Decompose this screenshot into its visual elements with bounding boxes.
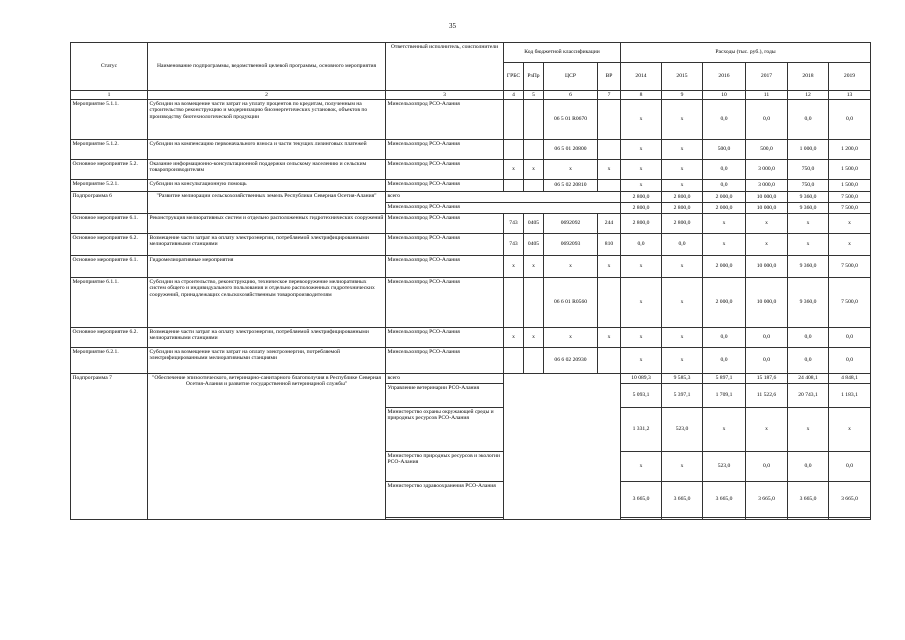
row-responsible: Минсельхозпрод РСО-Алания — [386, 278, 504, 328]
table-header — [71, 43, 871, 100]
row-value: x — [621, 180, 662, 192]
row-status: Основное мероприятие 6.1. — [71, 256, 148, 278]
row-value: 3 665,0 — [621, 482, 662, 518]
row-value: 2 800,0 — [662, 203, 703, 214]
table-row — [71, 140, 871, 160]
row-value: 2 800,0 — [621, 214, 662, 234]
row-value: 10 000,0 — [746, 278, 788, 328]
row-value: 0,0 — [746, 348, 788, 374]
table-row — [71, 160, 871, 180]
header-year: 2016 — [703, 63, 746, 91]
row-status: Основное мероприятие 6.2. — [71, 234, 148, 256]
row-value: x — [621, 348, 662, 374]
row-value: x — [621, 328, 662, 348]
table-row — [71, 278, 871, 328]
row-csr: x — [544, 256, 598, 278]
header-status: Статус — [71, 43, 148, 91]
row-responsible: Минсельхозпрод РСО-Алания — [386, 160, 504, 180]
row-name: Оказание информационно-консультационной поддержки сельскому населению и сельским товаропроизводителям — [148, 160, 386, 180]
row-grbs: 743 — [504, 234, 524, 256]
row-value: x — [829, 408, 871, 452]
row-vr: 244 — [598, 214, 621, 234]
row-responsible: Минсельхозпрод РСО-Алания — [386, 328, 504, 348]
col-number: 4 — [504, 91, 524, 100]
program-name: "Обеспечение эпизоотического, ветеринарно-санитарного благополучия в Республике Северная Осетия-Алания и развитие государственной ветеринарной службы" — [148, 374, 386, 520]
program-responsible: Минсельхозпрод РСО-Алания — [386, 203, 621, 214]
row-name: Субсидии на консультационную помощь — [148, 180, 386, 192]
row-value: 3 665,0 — [788, 482, 829, 518]
header-year: 2019 — [829, 63, 871, 91]
row-value: 0,0 — [829, 348, 871, 374]
row-value: x — [746, 234, 788, 256]
col-number: 11 — [746, 91, 788, 100]
empty-cell — [621, 518, 662, 520]
row-responsible: Минсельхозпрод РСО-Алания — [386, 348, 504, 374]
table-row — [71, 234, 871, 256]
row-value: 1 500,0 — [829, 160, 871, 180]
row-csr: 06 5 01 20800 — [544, 140, 598, 160]
row-vr: 810 — [598, 234, 621, 256]
row-value: 2 800,0 — [621, 192, 662, 203]
row-status: Основное мероприятие 5.2. — [71, 160, 148, 180]
row-vr — [598, 140, 621, 160]
header-responsible: Ответственный исполнитель, соисполнители — [386, 43, 504, 91]
row-value: 0,0 — [788, 328, 829, 348]
row-grbs — [504, 348, 524, 374]
row-csr: 0692092 — [544, 214, 598, 234]
row-value: x — [746, 214, 788, 234]
program-name: "Развитие мелиорации сельскохозяйственных земель Республики Северная Осетия-Алания" — [148, 192, 386, 214]
row-value: 9 360,0 — [788, 278, 829, 328]
row-value: 10 000,0 — [746, 192, 788, 203]
row-value: 1 200,0 — [829, 140, 871, 160]
col-number: 5 — [524, 91, 544, 100]
row-value: 2 000,0 — [703, 256, 746, 278]
row-value: 0,0 — [788, 348, 829, 374]
row-responsible: Минсельхозпрод РСО-Алания — [386, 234, 504, 256]
col-number: 9 — [662, 91, 703, 100]
row-status: Мероприятие 5.1.1. — [71, 100, 148, 140]
row-value: x — [621, 278, 662, 328]
row-grbs — [504, 140, 524, 160]
row-value: 0,0 — [788, 452, 829, 482]
row-name: Возмещение части затрат на оплату электроэнергии, потребляемой электрифицированными мелиоративными станциями — [148, 328, 386, 348]
row-responsible: Минсельхозпрод РСО-Алания — [386, 214, 504, 234]
row-status: Основное мероприятие 6.2. — [71, 328, 148, 348]
row-status: Мероприятие 5.1.2. — [71, 140, 148, 160]
row-value: x — [788, 214, 829, 234]
row-value: 2 000,0 — [703, 192, 746, 203]
row-csr: 0692093 — [544, 234, 598, 256]
row-value: x — [662, 452, 703, 482]
col-number: 7 — [598, 91, 621, 100]
row-value: 1 183,1 — [829, 384, 871, 408]
row-value: 0,0 — [829, 452, 871, 482]
row-value: 1 500,0 — [829, 180, 871, 192]
row-value: x — [703, 214, 746, 234]
row-grbs: x — [504, 160, 524, 180]
program-responsible: Министерство охраны окружающей среды и природных ресурсов РСО-Алания — [386, 408, 504, 452]
table-row — [71, 348, 871, 374]
row-value: 0,0 — [746, 100, 788, 140]
empty-code-cell — [504, 374, 621, 520]
row-grbs — [504, 278, 524, 328]
header-year: 2014 — [621, 63, 662, 91]
program-responsible: Управление ветеринарии РСО-Алания — [386, 384, 504, 408]
table-row — [71, 180, 871, 192]
program-responsible: Министерство здравоохранения РСО-Алания — [386, 482, 504, 518]
row-status: Мероприятие 6.2.1. — [71, 348, 148, 374]
row-csr: 06 5 02 20810 — [544, 180, 598, 192]
table-row — [71, 328, 871, 348]
row-value: x — [621, 140, 662, 160]
row-value: 0,0 — [703, 348, 746, 374]
row-value: 0,0 — [621, 234, 662, 256]
row-value: 523,0 — [703, 452, 746, 482]
row-value: x — [703, 234, 746, 256]
row-value: 0,0 — [703, 180, 746, 192]
row-value: x — [788, 234, 829, 256]
row-value: x — [621, 100, 662, 140]
program-total-label: всего — [386, 374, 504, 384]
row-value: 20 743,1 — [788, 384, 829, 408]
header-rzpr: РзПр — [524, 63, 544, 91]
program-total-row — [71, 374, 871, 384]
row-value: 750,0 — [788, 160, 829, 180]
row-rzpr — [524, 348, 544, 374]
row-value: 3 665,0 — [746, 482, 788, 518]
row-rzpr: x — [524, 160, 544, 180]
row-value: 500,0 — [746, 140, 788, 160]
row-value: x — [703, 408, 746, 452]
row-name: Реконструкция мелиоративных систем и отдельно расположенных гидротехнических сооружений — [148, 214, 386, 234]
row-value: 7 500,0 — [829, 278, 871, 328]
program-responsible: Министерство природных ресурсов и экологии РСО-Алания — [386, 452, 504, 482]
row-value: x — [621, 452, 662, 482]
header-year: 2017 — [746, 63, 788, 91]
row-value: 5 897,1 — [703, 374, 746, 384]
row-vr — [598, 348, 621, 374]
table-row — [71, 214, 871, 234]
row-value: 7 500,0 — [829, 192, 871, 203]
row-grbs: x — [504, 256, 524, 278]
row-value: 500,0 — [703, 140, 746, 160]
row-value: 0,0 — [703, 100, 746, 140]
col-number: 6 — [544, 91, 598, 100]
row-value: 10 000,0 — [746, 203, 788, 214]
row-value: 0,0 — [746, 328, 788, 348]
row-value: x — [662, 100, 703, 140]
row-rzpr — [524, 100, 544, 140]
column-number-row — [71, 91, 871, 100]
program-status: Подпрограмма 7 — [71, 374, 148, 520]
row-value: 2 000,0 — [703, 203, 746, 214]
empty-cell — [662, 518, 703, 520]
row-value: x — [662, 180, 703, 192]
row-csr: x — [544, 328, 598, 348]
row-value: 3 665,0 — [662, 482, 703, 518]
row-name: Субсидии на возмещение части затрат на оплату электроэнергии, потребляемой электрифицированными мелиоративными станциями — [148, 348, 386, 374]
row-value: 0,0 — [829, 100, 871, 140]
row-rzpr: x — [524, 328, 544, 348]
row-value: x — [829, 234, 871, 256]
row-responsible: Минсельхозпрод РСО-Алания — [386, 256, 504, 278]
row-status: Мероприятие 5.2.1. — [71, 180, 148, 192]
row-vr — [598, 278, 621, 328]
header-year: 2015 — [662, 63, 703, 91]
row-value: 3 665,0 — [829, 482, 871, 518]
row-value: 2 800,0 — [621, 203, 662, 214]
row-name: Субсидии на компенсацию первоначального взноса и части текущих лизинговых платежей — [148, 140, 386, 160]
row-value: 1 331,2 — [621, 408, 662, 452]
row-value: 9 360,0 — [788, 203, 829, 214]
table-row — [71, 256, 871, 278]
row-value: x — [662, 278, 703, 328]
header-year: 2018 — [788, 63, 829, 91]
empty-cell — [386, 518, 504, 520]
row-csr: 06 6 01 R0560 — [544, 278, 598, 328]
row-value: x — [829, 214, 871, 234]
header-csr: ЦСР — [544, 63, 598, 91]
header-vr: ВР — [598, 63, 621, 91]
row-grbs: x — [504, 328, 524, 348]
row-value: 9 360,0 — [788, 256, 829, 278]
row-value: 523,0 — [662, 408, 703, 452]
empty-cell — [703, 518, 746, 520]
row-vr — [598, 180, 621, 192]
col-number: 12 — [788, 91, 829, 100]
row-value: 1 000,0 — [788, 140, 829, 160]
header-expenses: Расходы (тыс. руб.), годы — [621, 43, 871, 63]
row-csr: 06 6 02 20930 — [544, 348, 598, 374]
row-name: Субсидии на строительство, реконструкцию, техническое перевооружение мелиоративных систем общего и индивидуального пользования и отдельно расположенных гидротехнических сооружений, принадлежащих сельскохозяйственным товаропроизводителям — [148, 278, 386, 328]
row-value: 750,0 — [788, 180, 829, 192]
row-value: 1 709,1 — [703, 384, 746, 408]
table-row — [71, 100, 871, 140]
row-value: 0,0 — [829, 328, 871, 348]
row-value: 7 500,0 — [829, 203, 871, 214]
row-value: x — [662, 256, 703, 278]
row-rzpr — [524, 140, 544, 160]
page-number: 35 — [449, 22, 456, 30]
row-rzpr: x — [524, 256, 544, 278]
row-value: 3 000,0 — [746, 160, 788, 180]
row-rzpr — [524, 180, 544, 192]
row-vr — [598, 100, 621, 140]
row-grbs — [504, 100, 524, 140]
row-value: 9 360,0 — [788, 192, 829, 203]
row-value: 10 000,0 — [746, 256, 788, 278]
empty-cell — [829, 518, 871, 520]
row-value: 5 093,1 — [621, 384, 662, 408]
header-grbs: ГРБС — [504, 63, 524, 91]
col-number: 1 — [71, 91, 148, 100]
row-name: Возмещение части затрат на оплату электроэнергии, потребляемой электрифицированными мелиоративными станциями — [148, 234, 386, 256]
header-budget-code: Код бюджетной классификации — [504, 43, 621, 63]
row-value: 2 800,0 — [662, 192, 703, 203]
row-value: 3 665,0 — [703, 482, 746, 518]
row-value: x — [662, 160, 703, 180]
row-value: x — [788, 408, 829, 452]
row-responsible: Минсельхозпрод РСО-Алания — [386, 100, 504, 140]
row-rzpr — [524, 278, 544, 328]
row-value: 5 397,1 — [662, 384, 703, 408]
program-total-label: всего — [386, 192, 621, 203]
row-value: 15 187,6 — [746, 374, 788, 384]
row-rzpr: 0405 — [524, 234, 544, 256]
col-number: 8 — [621, 91, 662, 100]
row-name: Субсидии на возмещение части затрат на уплату процентов по кредитам, полученным на строительство реконструкцию и модернизацию биоэнергетических установок, объектов по производству биотехнологической продукции — [148, 100, 386, 140]
row-responsible: Минсельхозпрод РСО-Алания — [386, 180, 504, 192]
row-value: x — [662, 348, 703, 374]
row-name: Гидромелиоративные мероприятия — [148, 256, 386, 278]
row-responsible: Минсельхозпрод РСО-Алания — [386, 140, 504, 160]
row-value: 2 000,0 — [703, 278, 746, 328]
row-grbs — [504, 180, 524, 192]
row-value: x — [621, 256, 662, 278]
row-value: 11 522,6 — [746, 384, 788, 408]
row-vr: x — [598, 160, 621, 180]
col-number: 10 — [703, 91, 746, 100]
row-value: x — [746, 408, 788, 452]
row-csr: 06 5 01 R0670 — [544, 100, 598, 140]
row-value: 0,0 — [703, 160, 746, 180]
row-value: x — [662, 328, 703, 348]
row-status: Мероприятие 6.1.1. — [71, 278, 148, 328]
program-total-row — [71, 192, 871, 203]
row-value: 0,0 — [788, 100, 829, 140]
col-number: 3 — [386, 91, 504, 100]
row-value: 24 408,1 — [788, 374, 829, 384]
row-status: Основное мероприятие 6.1. — [71, 214, 148, 234]
row-value: 7 500,0 — [829, 256, 871, 278]
row-grbs: 743 — [504, 214, 524, 234]
row-value: 10 089,3 — [621, 374, 662, 384]
row-value: 0,0 — [662, 234, 703, 256]
row-value: 4 848,1 — [829, 374, 871, 384]
empty-cell — [746, 518, 788, 520]
col-number: 13 — [829, 91, 871, 100]
row-csr: x — [544, 160, 598, 180]
row-value: 3 000,0 — [746, 180, 788, 192]
row-value: x — [621, 160, 662, 180]
budget-table — [70, 42, 871, 520]
row-rzpr: 0405 — [524, 214, 544, 234]
header-name: Наименование подпрограммы, ведомственной целевой программы, основного мероприятия — [148, 43, 386, 91]
row-vr: x — [598, 256, 621, 278]
program-status: Подпрограмма 6 — [71, 192, 148, 214]
col-number: 2 — [148, 91, 386, 100]
row-value: x — [662, 140, 703, 160]
row-value: 9 585,3 — [662, 374, 703, 384]
row-value: 0,0 — [746, 452, 788, 482]
row-vr: x — [598, 328, 621, 348]
empty-cell — [788, 518, 829, 520]
row-value: 2 800,0 — [662, 214, 703, 234]
row-value: 0,0 — [703, 328, 746, 348]
